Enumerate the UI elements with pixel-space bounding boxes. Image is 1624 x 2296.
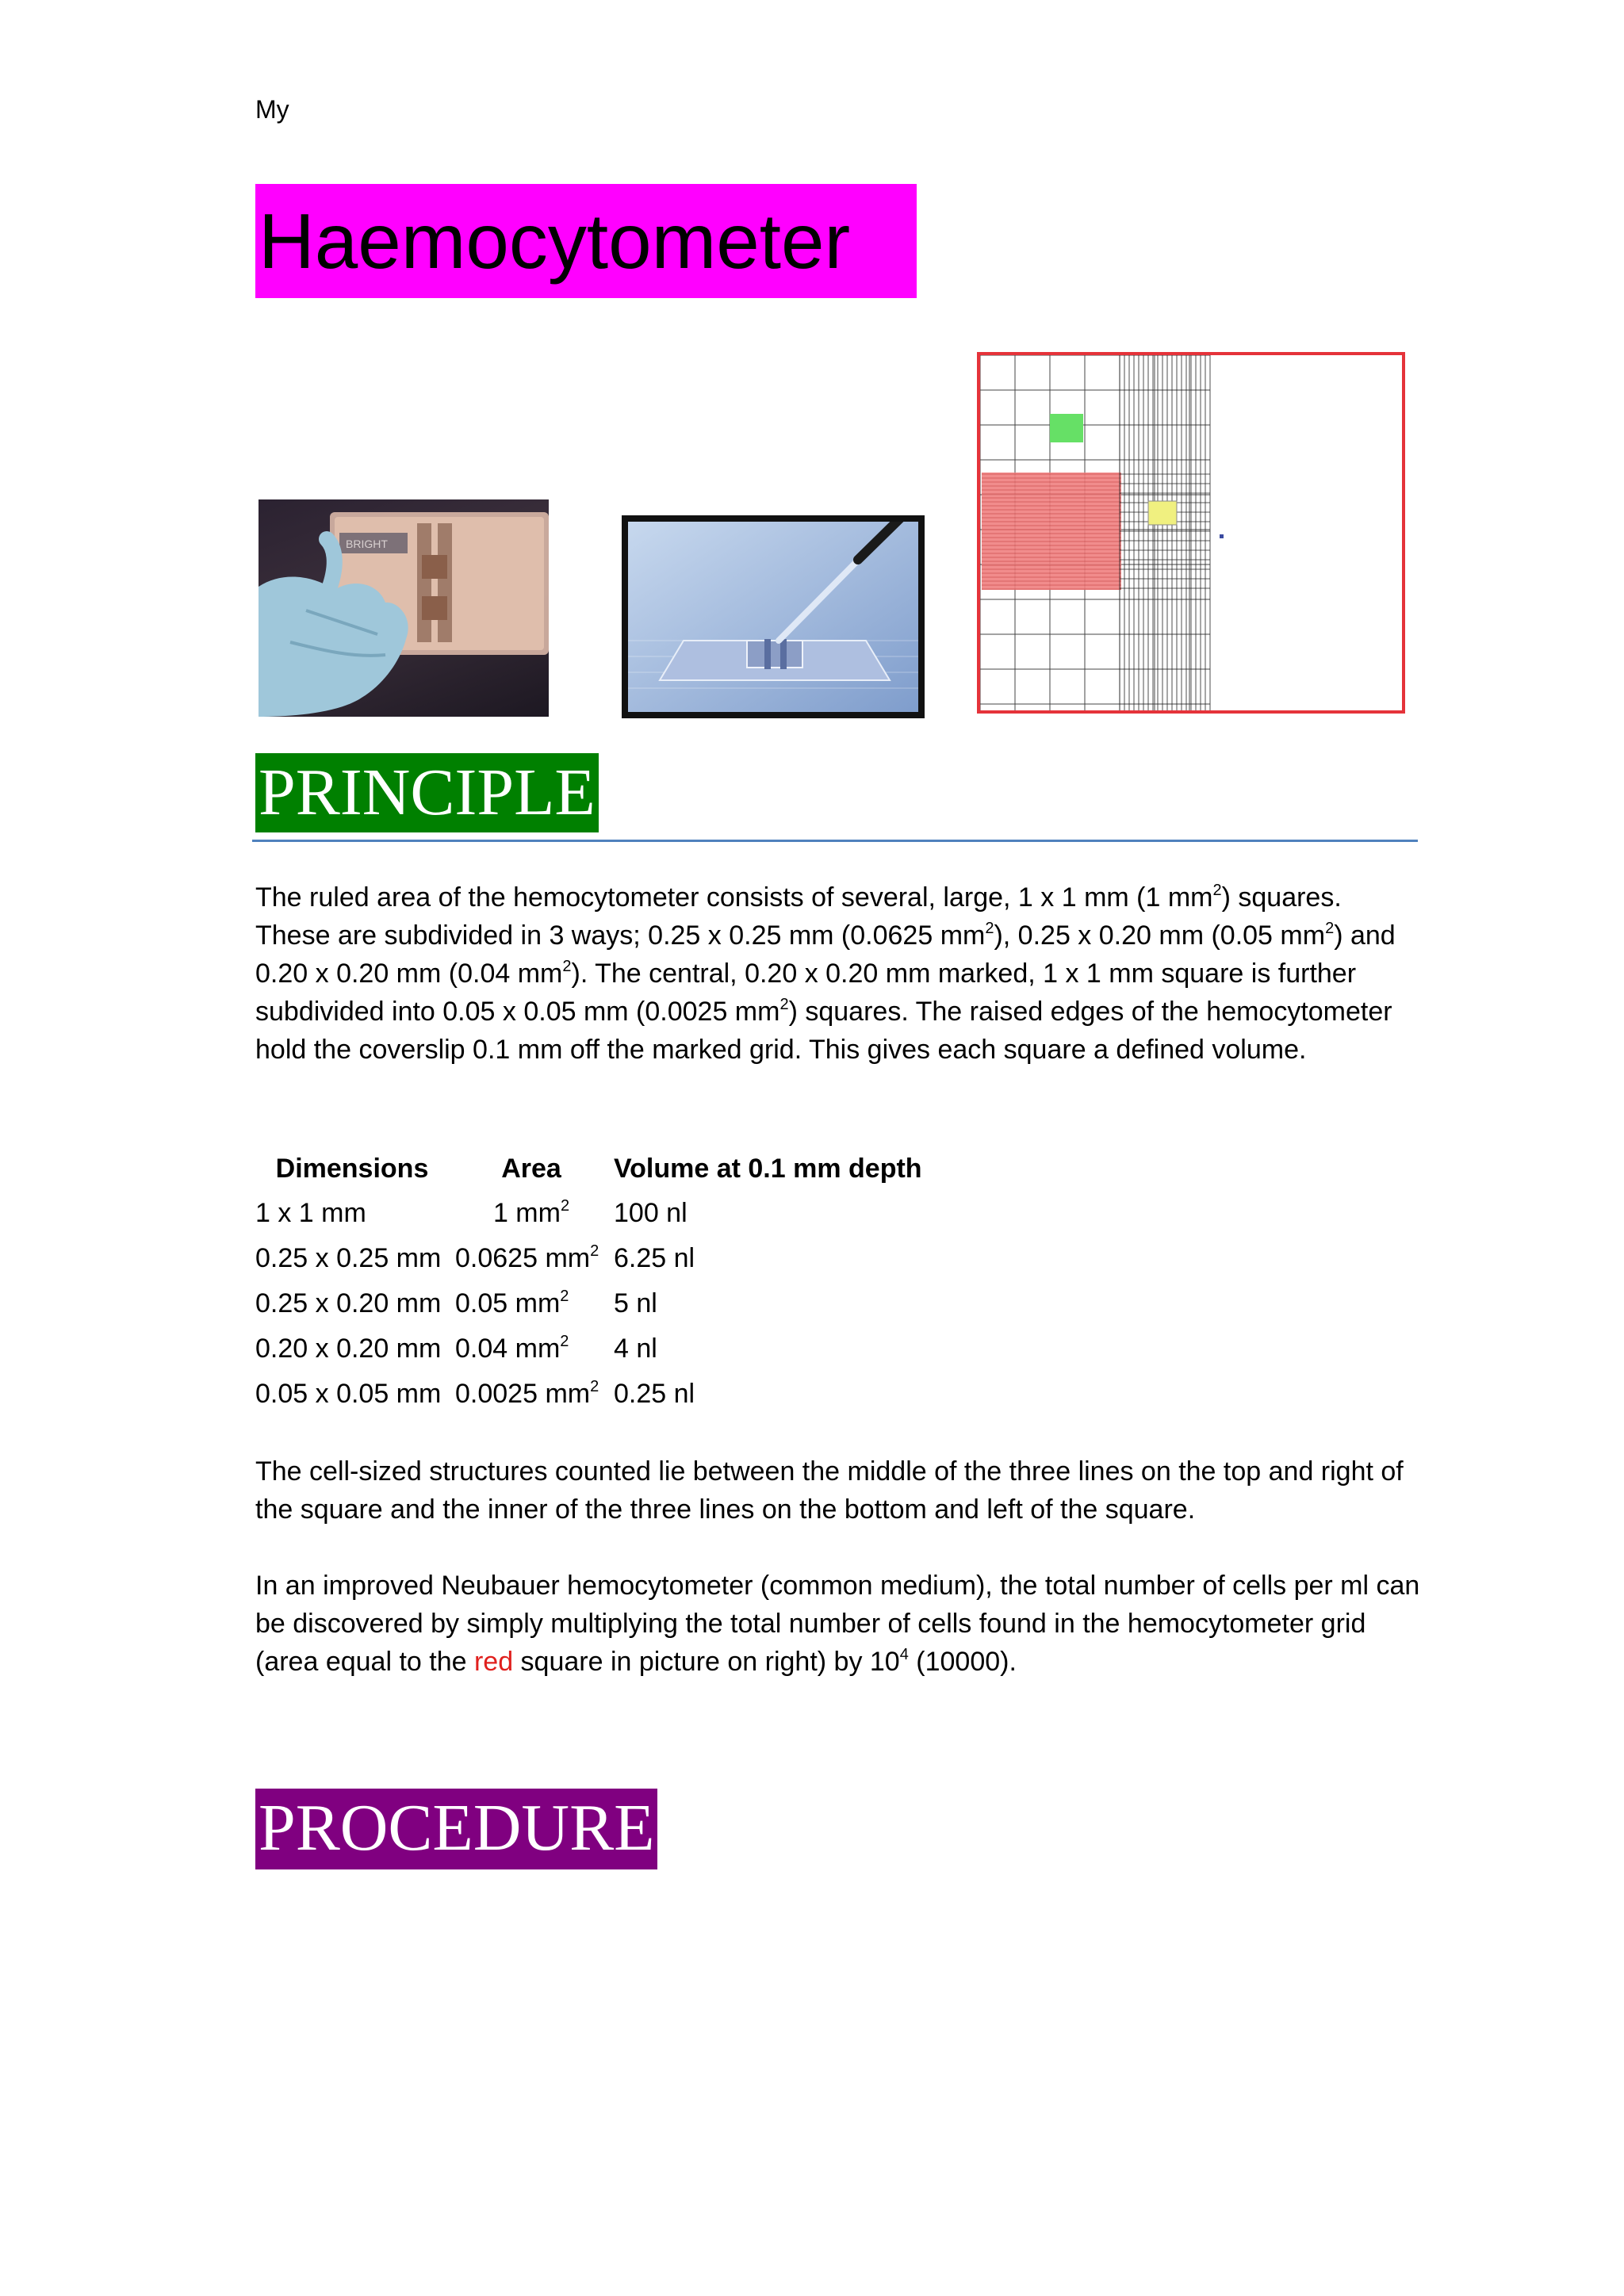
- red-highlight-word: red: [473, 1647, 514, 1677]
- superscript: 2: [590, 1242, 599, 1260]
- dimensions-table: [252, 1146, 922, 1417]
- header-note: My: [255, 95, 289, 124]
- small-highlight-square: [1050, 414, 1083, 442]
- para1-text-4: ) and 0.20 x 0.20 mm (0.04 mm: [255, 920, 1396, 989]
- para1-text-3: ), 0.25 x 0.20 mm (0.05 mm: [994, 920, 1326, 951]
- table-row: [252, 1326, 922, 1372]
- table-row: [252, 1236, 922, 1281]
- superscript: 2: [560, 1197, 570, 1215]
- table-row: [252, 1281, 922, 1326]
- table-row: [252, 1372, 922, 1417]
- superscript: 2: [1325, 920, 1335, 937]
- column-header-area: Area: [501, 1153, 561, 1184]
- volume-cell: 100 nl: [614, 1198, 688, 1228]
- superscript: 2: [779, 996, 789, 1013]
- dimension-cell: 1 x 1 mm: [255, 1198, 366, 1228]
- volume-cell: 6.25 nl: [614, 1243, 695, 1273]
- slide-label: BRIGHT: [346, 538, 388, 550]
- dimension-cell: 0.20 x 0.20 mm: [255, 1334, 442, 1364]
- area-value: 0.04 mm: [455, 1334, 561, 1364]
- dimension-cell: 0.25 x 0.20 mm: [255, 1288, 442, 1318]
- superscript: 2: [1212, 882, 1222, 899]
- superscript: 2: [560, 1288, 569, 1305]
- center-highlight-square: [1148, 501, 1177, 525]
- column-header-dimensions: Dimensions: [275, 1153, 429, 1184]
- table-header-row: [252, 1146, 922, 1191]
- heading-divider: [252, 840, 1418, 842]
- area-value: 0.0625 mm: [455, 1243, 591, 1273]
- para1-text-2: ) squares. These are subdivided in 3 ways; 0.25 x 0.25 mm (0.0625 mm: [255, 882, 1342, 951]
- table-row: [252, 1191, 922, 1236]
- center-marker-dot: [1220, 534, 1224, 538]
- gloved-hand-holding-hemocytometer-image: [259, 499, 549, 717]
- pipette-loading-hemocytometer-image: [622, 515, 925, 718]
- volume-cell: 4 nl: [614, 1334, 657, 1364]
- counting-grid-diagram: [977, 352, 1405, 714]
- principle-paragraph-1: [255, 878, 1421, 1069]
- procedure-heading: PROCEDURE: [255, 1789, 657, 1869]
- para1-text-1: The ruled area of the hemocytometer consists of several, large, 1 x 1 mm (1 mm: [255, 882, 1213, 913]
- area-cell: [452, 1236, 611, 1281]
- para3-text-3: (10000).: [908, 1647, 1017, 1677]
- counting-grid-icon: [980, 355, 1402, 710]
- volume-cell: 5 nl: [614, 1288, 657, 1318]
- area-cell: [452, 1326, 611, 1372]
- dimension-cell: 0.25 x 0.25 mm: [255, 1243, 442, 1273]
- pipette-photo-icon: [628, 522, 918, 712]
- volume-cell: 0.25 nl: [614, 1379, 695, 1409]
- area-cell: [452, 1191, 611, 1236]
- principle-heading: PRINCIPLE: [255, 753, 599, 832]
- column-header-volume: Volume at 0.1 mm depth: [614, 1153, 922, 1184]
- area-value: 0.05 mm: [455, 1288, 561, 1318]
- hemocytometer-photo-icon: [259, 499, 549, 717]
- principle-paragraph-3: [255, 1567, 1421, 1681]
- superscript: 2: [985, 920, 994, 937]
- document-title: Haemocytometer: [255, 184, 917, 298]
- para1-text-5: ). The central, 0.20 x 0.20 mm marked, 1 x 1 mm square is further subdivided into 0.05 x 0.05 mm (0.0025 mm: [255, 959, 1357, 1027]
- superscript: 2: [590, 1378, 599, 1395]
- principle-paragraph-2: The cell-sized structures counted lie between the middle of the three lines on the top and right of the square and the inner of the three lines on the bottom and left of the square.: [255, 1456, 1404, 1525]
- para1-text-6: ) squares. The raised edges of the hemocytometer hold the coverslip 0.1 mm off the marked grid. This gives each square a defined volume.: [255, 997, 1392, 1065]
- area-value: 1 mm: [492, 1198, 561, 1228]
- superscript: 4: [899, 1646, 909, 1663]
- dimension-cell: 0.05 x 0.05 mm: [255, 1379, 442, 1409]
- para3-text-2: square in picture on right) by 10: [513, 1647, 900, 1677]
- area-value: 0.0025 mm: [455, 1379, 591, 1409]
- para3-text-1: In an improved Neubauer hemocytometer (common medium), the total number of cells per ml can be discovered by simply multiplying the total number of cells found in the hemocytometer grid (area equal to the: [255, 1571, 1420, 1677]
- area-cell: [452, 1372, 611, 1417]
- superscript: 2: [562, 958, 572, 975]
- area-cell: [452, 1281, 611, 1326]
- superscript: 2: [560, 1333, 569, 1350]
